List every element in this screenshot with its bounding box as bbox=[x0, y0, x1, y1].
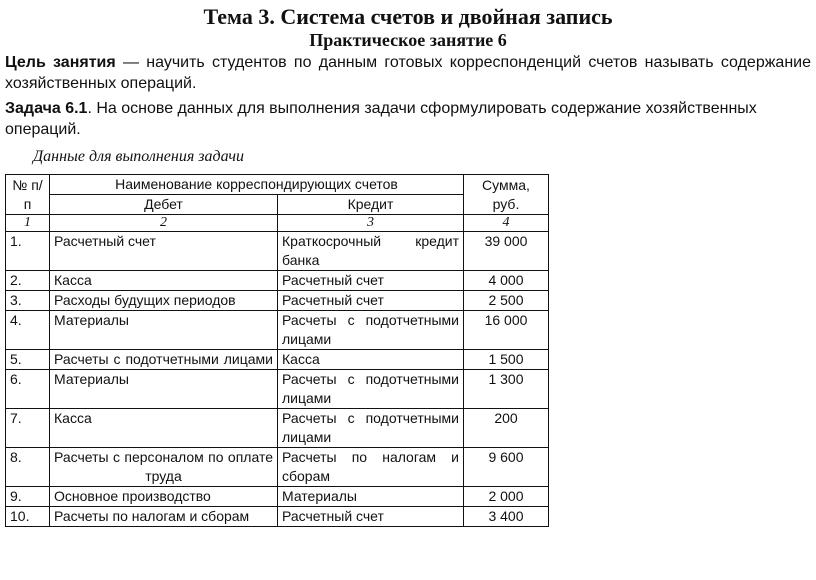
task-text: . На основе данных для выполнения задачи сформулировать содержание хозяйственных операций. bbox=[5, 100, 757, 138]
sum-cell: 39 000 bbox=[464, 232, 549, 271]
sum-cell: 16 000 bbox=[464, 311, 549, 350]
header-sum: Сумма, руб. bbox=[464, 175, 549, 215]
sum-cell: 4 000 bbox=[464, 271, 549, 291]
credit-cell: Расчетный счет bbox=[278, 507, 464, 527]
sum-cell: 9 600 bbox=[464, 448, 549, 487]
correspondence-table bbox=[5, 174, 549, 527]
sum-cell: 3 400 bbox=[464, 507, 549, 527]
row-number: 9. bbox=[6, 487, 50, 507]
table-index-row bbox=[6, 215, 549, 232]
debit-cell: Расчеты по налогам и сборам bbox=[50, 507, 278, 527]
table-header-row bbox=[6, 175, 549, 195]
debit-cell: Расчеты с персоналом по оплате труда bbox=[50, 448, 278, 487]
row-number: 8. bbox=[6, 448, 50, 487]
sum-cell: 1 500 bbox=[464, 350, 549, 370]
credit-cell: Расчеты с подотчетными лицами bbox=[278, 370, 464, 409]
index-cell: 4 bbox=[464, 215, 549, 232]
goal-text: — научить студентов по данным готовых корреспонденций счетов называть содержание хозяйственных операций. bbox=[5, 54, 812, 92]
credit-cell: Касса bbox=[278, 350, 464, 370]
table-row bbox=[6, 507, 549, 527]
table-row bbox=[6, 350, 549, 370]
goal-paragraph bbox=[5, 52, 811, 94]
debit-cell: Касса bbox=[50, 409, 278, 448]
row-number: 7. bbox=[6, 409, 50, 448]
debit-cell: Касса bbox=[50, 271, 278, 291]
debit-cell: Расчетный счет bbox=[50, 232, 278, 271]
credit-cell: Краткосрочный кредит банка bbox=[278, 232, 464, 271]
sum-cell: 2 500 bbox=[464, 291, 549, 311]
header-accounts-group: Наименование корреспондирующих счетов bbox=[50, 175, 464, 195]
header-number: № п/п bbox=[6, 175, 50, 215]
credit-cell: Расчеты с подотчетными лицами bbox=[278, 409, 464, 448]
table-row bbox=[6, 311, 549, 350]
table-row bbox=[6, 291, 549, 311]
row-number: 6. bbox=[6, 370, 50, 409]
task-lead: Задача 6.1 bbox=[5, 100, 88, 117]
page-title: Тема 3. Система счетов и двойная запись bbox=[203, 4, 613, 29]
credit-cell: Расчетный счет bbox=[278, 291, 464, 311]
task-paragraph bbox=[5, 98, 811, 140]
debit-cell: Расчеты с подотчетными лицами bbox=[50, 350, 278, 370]
row-number: 3. bbox=[6, 291, 50, 311]
debit-cell: Расходы будущих периодов bbox=[50, 291, 278, 311]
debit-cell: Материалы bbox=[50, 370, 278, 409]
credit-cell: Материалы bbox=[278, 487, 464, 507]
row-number: 5. bbox=[6, 350, 50, 370]
sum-cell: 200 bbox=[464, 409, 549, 448]
index-cell: 3 bbox=[278, 215, 464, 232]
row-number: 10. bbox=[6, 507, 50, 527]
table-row bbox=[6, 232, 549, 271]
credit-cell: Расчетный счет bbox=[278, 271, 464, 291]
table-row bbox=[6, 370, 549, 409]
row-number: 1. bbox=[6, 232, 50, 271]
header-debit: Дебет bbox=[50, 195, 278, 215]
table-caption: Данные для выполнения задачи bbox=[33, 148, 245, 165]
credit-cell: Расчеты по налогам и сборам bbox=[278, 448, 464, 487]
index-cell: 1 bbox=[6, 215, 50, 232]
table-row bbox=[6, 271, 549, 291]
row-number: 4. bbox=[6, 311, 50, 350]
page-subtitle: Практическое занятие 6 bbox=[309, 30, 507, 50]
sum-cell: 1 300 bbox=[464, 370, 549, 409]
credit-cell: Расчеты с подотчетными лицами bbox=[278, 311, 464, 350]
header-credit: Кредит bbox=[278, 195, 464, 215]
debit-cell: Материалы bbox=[50, 311, 278, 350]
index-cell: 2 bbox=[50, 215, 278, 232]
table-row bbox=[6, 448, 549, 487]
goal-lead: Цель занятия bbox=[5, 54, 116, 71]
sum-cell: 2 000 bbox=[464, 487, 549, 507]
debit-cell: Основное производство bbox=[50, 487, 278, 507]
table-row bbox=[6, 409, 549, 448]
row-number: 2. bbox=[6, 271, 50, 291]
table-row bbox=[6, 487, 549, 507]
